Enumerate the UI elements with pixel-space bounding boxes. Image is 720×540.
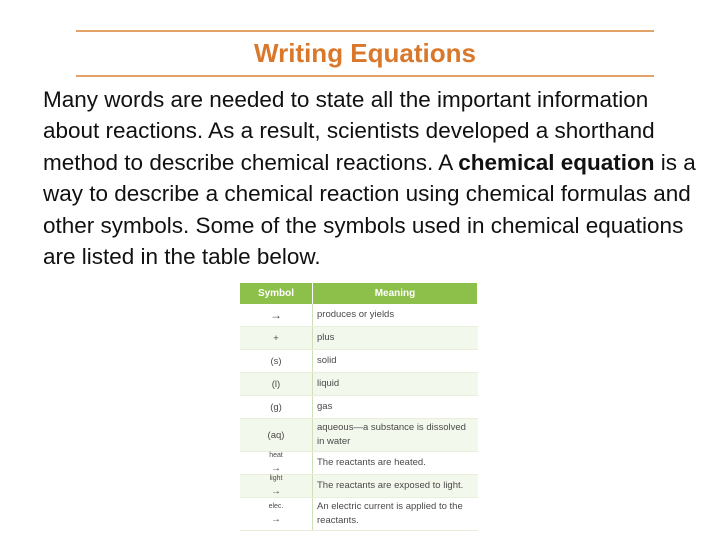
heat-arrow-icon bbox=[261, 451, 291, 474]
meaning-cell: gas bbox=[313, 396, 478, 419]
title-top-rule bbox=[76, 30, 654, 32]
header-meaning: Meaning bbox=[313, 283, 478, 304]
symbol-cell: + bbox=[240, 327, 313, 350]
symbol-cell: (aq) bbox=[240, 419, 313, 452]
arrow-line: → bbox=[271, 462, 281, 474]
key-term: chemical equation bbox=[458, 149, 655, 175]
title-bottom-rule bbox=[76, 75, 654, 77]
symbol-cell bbox=[240, 475, 313, 498]
header-symbol: Symbol bbox=[240, 283, 313, 304]
table-row bbox=[240, 498, 478, 531]
meaning-cell: produces or yields bbox=[313, 304, 478, 327]
arrow-line: → bbox=[271, 513, 281, 525]
body-text-part1: Many words are needed to state all the important information about reactions. As a result, scientists developed a shorthand method to describe chemical reactions. A bbox=[43, 87, 655, 175]
meaning-cell: An electric current is applied to the reactants. bbox=[313, 498, 478, 531]
table-row bbox=[240, 475, 478, 498]
table-row bbox=[240, 452, 478, 475]
electric-arrow-icon bbox=[261, 502, 291, 525]
table-row bbox=[240, 350, 478, 373]
symbol-cell bbox=[240, 304, 313, 327]
symbol-cell: (s) bbox=[240, 350, 313, 373]
page-title: Writing Equations bbox=[254, 38, 476, 68]
symbol-cell bbox=[240, 498, 313, 531]
meaning-cell: solid bbox=[313, 350, 478, 373]
meaning-cell: The reactants are exposed to light. bbox=[313, 475, 478, 498]
symbol-cell: (l) bbox=[240, 373, 313, 396]
table-row bbox=[240, 304, 478, 327]
arrow-line: → bbox=[271, 485, 281, 497]
table-row bbox=[240, 373, 478, 396]
meaning-cell: plus bbox=[313, 327, 478, 350]
table-row bbox=[240, 419, 478, 452]
yields-arrow-icon: → bbox=[270, 308, 282, 322]
meaning-cell: liquid bbox=[313, 373, 478, 396]
table-row bbox=[240, 396, 478, 419]
body-paragraph bbox=[43, 84, 703, 272]
meaning-cell: The reactants are heated. bbox=[313, 452, 478, 475]
symbol-cell bbox=[240, 452, 313, 475]
light-arrow-icon bbox=[261, 474, 291, 497]
arrow-condition: heat bbox=[269, 451, 283, 459]
table-row bbox=[240, 327, 478, 350]
arrow-condition: light bbox=[269, 474, 283, 482]
table-header-row bbox=[240, 283, 478, 304]
body-text-part2: is a way to describe a chemical reaction using chemical formulas and other symbols. Some of the symbols used in chemical equations are listed in the table below. bbox=[43, 149, 696, 270]
arrow-condition: elec. bbox=[268, 502, 284, 510]
symbols-table bbox=[240, 283, 478, 531]
meaning-cell: aqueous—a substance is dissolved in water bbox=[313, 419, 478, 452]
symbol-cell: (g) bbox=[240, 396, 313, 419]
